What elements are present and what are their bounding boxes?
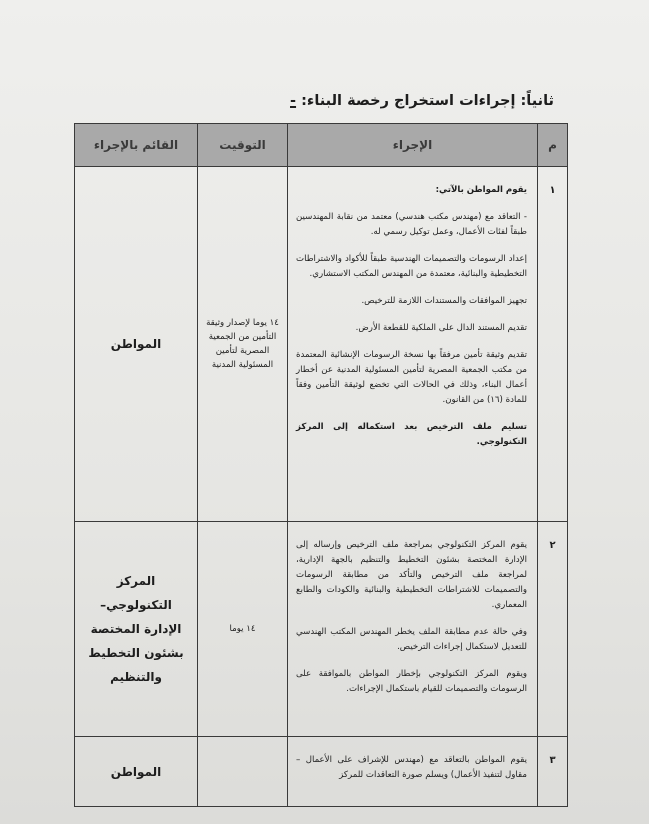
row-timing: ١٤ يوما (198, 522, 288, 737)
procedure-line: ويقوم المركز التكنولوجي بإخطار المواطن بالموافقة على الرسومات والتصميمات للقيام باستكمال الإجراءات. (296, 669, 527, 694)
table-header-row (75, 124, 568, 167)
header-procedure: الإجراء (288, 124, 538, 167)
header-num: م (538, 124, 568, 167)
procedures-table (74, 123, 568, 807)
table-row (75, 167, 568, 522)
section-title (290, 93, 554, 109)
table-row (75, 522, 568, 737)
procedure-line: تقديم المستند الدال على الملكية للقطعة الأرض. (355, 323, 527, 333)
procedure-line: تجهيز الموافقات والمستندات اللازمة للترخيص. (361, 296, 527, 306)
procedure-line: تقديم وثيقة تأمين مرفقاً بها نسخة الرسومات الإنشائية المعتمدة من مكتب الجمعية المصرية لتأمين المسئولية المدنية عن أخطار أعمال البناء، وذلك في الحالات التي تخضع لوثيقة التأمين وفقاً للمادة (١٦) من القانون. (296, 350, 527, 405)
row-responsible: المواطن (75, 167, 198, 522)
responsible-line: الإدارة المختصة (90, 622, 182, 636)
row-timing (198, 737, 288, 807)
responsible-line: والتنظيم (110, 670, 162, 684)
row-procedure (288, 167, 538, 522)
section-title-dash: - (290, 93, 297, 109)
row-responsible (75, 522, 198, 737)
procedure-line: يقوم المواطن بالتعاقد مع (مهندس للإشراف على الأعمال – مقاول لتنفيذ الأعمال) ويسلم صورة التعاقدات للمركز (296, 755, 527, 780)
procedure-line: يقوم المركز التكنولوجي بمراجعة ملف الترخيص وإرساله إلى الإدارة المختصة بشئون التخطيط والتنظيم بالجهة الإدارية، لمراجعة ملف الترخيص والتأكد من مطابقة الرسومات والتصميمات للاشتراطات التخطيطية والبنائية والكودات والطابع المعماري. (296, 540, 527, 610)
procedure-line: يقوم المواطن بالآتي: (435, 185, 527, 195)
procedure-line: إعداد الرسومات والتصميمات الهندسية طبقاً للأكواد والاشتراطات التخطيطية والبنائية، معتمدة من المهندس المكتب الاستشاري. (296, 254, 527, 279)
row-number: ٢ (538, 522, 568, 737)
responsible-line: بشئون التخطيط (88, 646, 184, 660)
row-timing: ١٤ يوما لإصدار وثيقة التأمين من الجمعية المصرية لتأمين المسئولية المدنية (198, 167, 288, 522)
row-number: ٣ (538, 737, 568, 807)
row-procedure (288, 522, 538, 737)
responsible-line: المركز التكنولوجي– (100, 574, 172, 612)
header-responsible: القائم بالإجراء (75, 124, 198, 167)
header-timing: التوقيت (198, 124, 288, 167)
procedure-line: وفي حالة عدم مطابقة الملف يخطر المهندس المكتب الهندسي للتعديل لاستكمال إجراءات الترخيص. (296, 627, 527, 652)
section-title-text: ثانياً: إجراءات استخراج رخصة البناء: (301, 93, 554, 109)
row-number: ١ (538, 167, 568, 522)
procedure-line: تسليم ملف الترخيص بعد استكماله إلى المركز التكنولوجي. (296, 422, 527, 447)
row-procedure (288, 737, 538, 807)
table-row (75, 737, 568, 807)
row-responsible: المواطن (75, 737, 198, 807)
procedure-line: - التعاقد مع (مهندس مكتب هندسي) معتمد من نقابة المهندسين طبقاً لفئات الأعمال، وعمل توكيل رسمي له. (296, 212, 527, 237)
